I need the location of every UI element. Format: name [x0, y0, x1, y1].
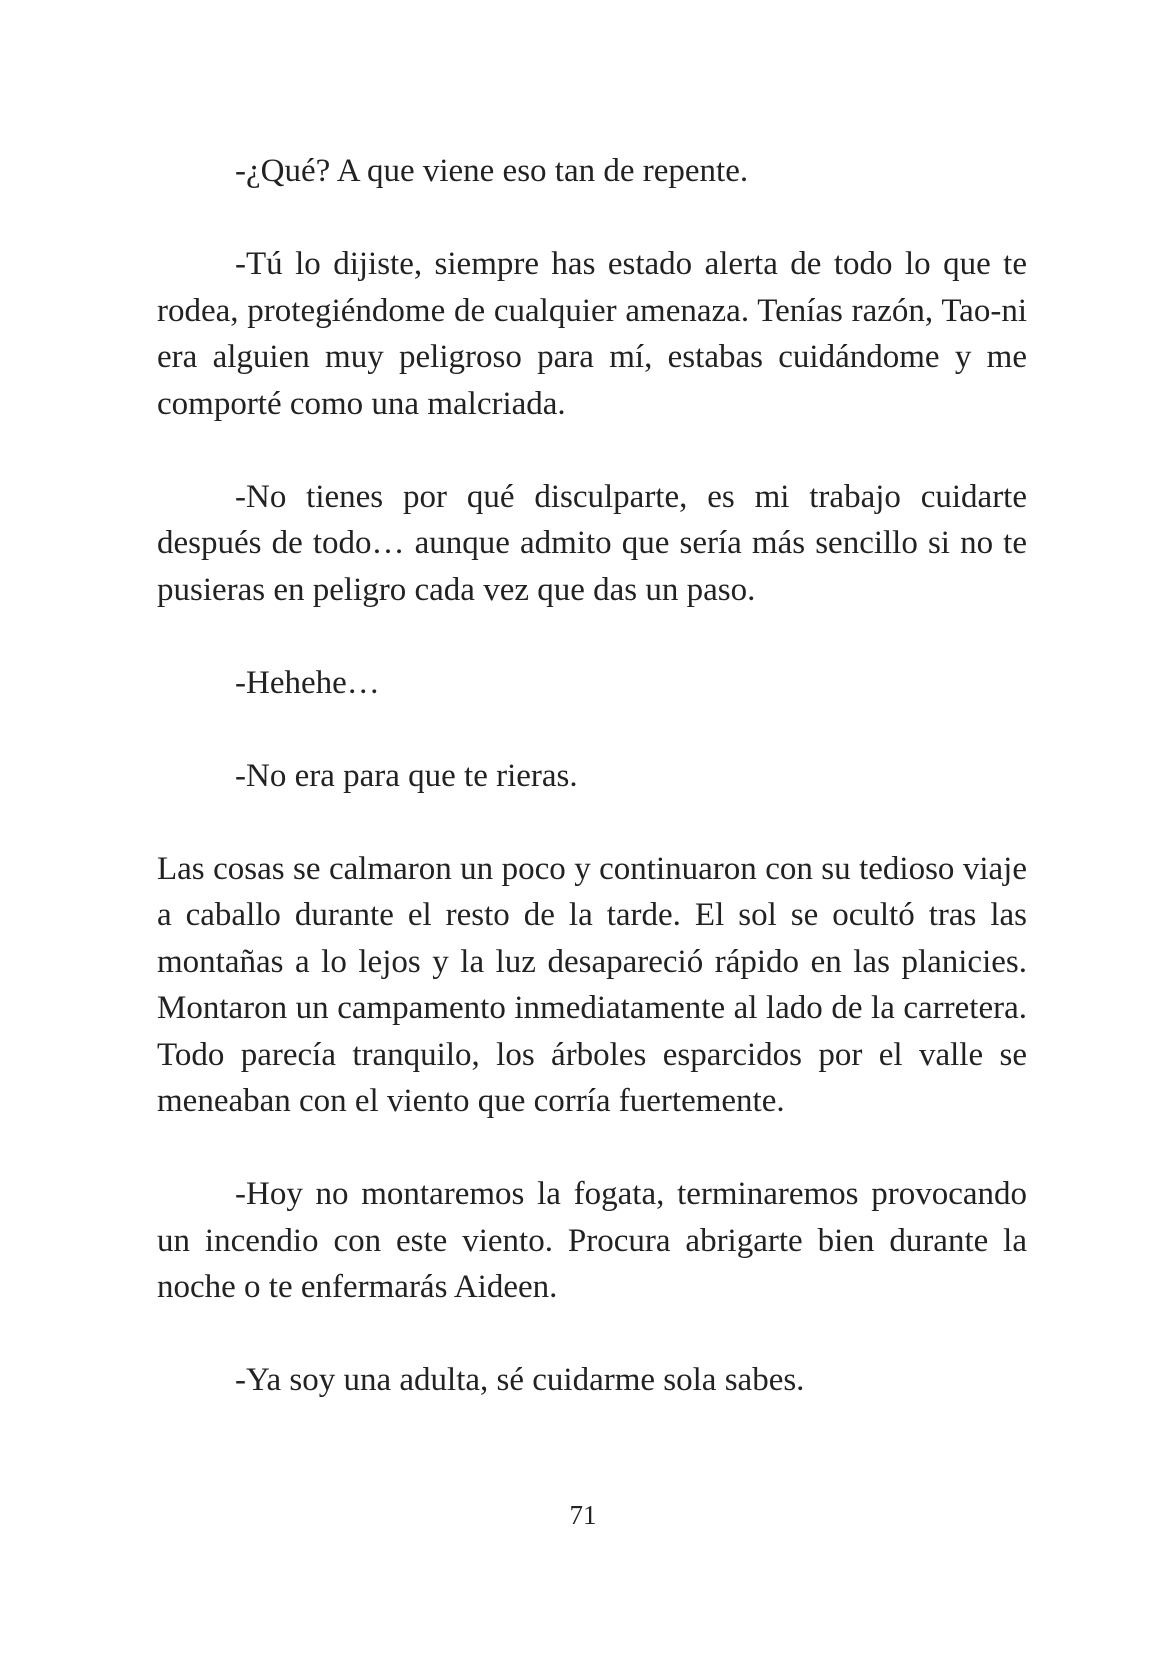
page-number: 71 [569, 1500, 597, 1530]
paragraph-6: Las cosas se calmaron un poco y continuaron con su tedioso viaje a caballo durante el resto de la tarde. El sol se ocultó tras las montañas a lo lejos y la luz desapareció rápido en las planicies. Montaron un campamento inmediatamente al lado de la carretera. Todo parecía tranquilo, los árboles esparcidos por el valle se meneaban con el viento que corría fuertemente. [157, 850, 1027, 1119]
paragraph-3: -No tienes por qué disculparte, es mi trabajo cuidarte después de todo… aunque admito que sería más sencillo si no te pusieras en peligro cada vez que das un paso. [157, 478, 1027, 608]
paragraph-5: -No era para que te rieras. [235, 757, 578, 794]
paragraph-1: -¿Qué? A que viene eso tan de repente. [235, 153, 749, 189]
body-text [157, 148, 1027, 1450]
paragraph-7: -Hoy no montaremos la fogata, terminaremos provocando un incendio con este viento. Procura abrigarte bien durante la noche o te enfermarás Aideen. [157, 1176, 1027, 1305]
paragraph-4: -Hehehe… [235, 664, 380, 701]
paragraph-8: -Ya soy una adulta, sé cuidarme sola sabes. [235, 1362, 805, 1398]
paragraph-2: -Tú lo dijiste, siempre has estado alerta de todo lo que te rodea, protegiéndome de cualquier amenaza. Tenías razón, Tao-ni era alguien muy peligroso para mí, estabas cuidándome y me comporté como una malcriada. [157, 246, 1027, 422]
